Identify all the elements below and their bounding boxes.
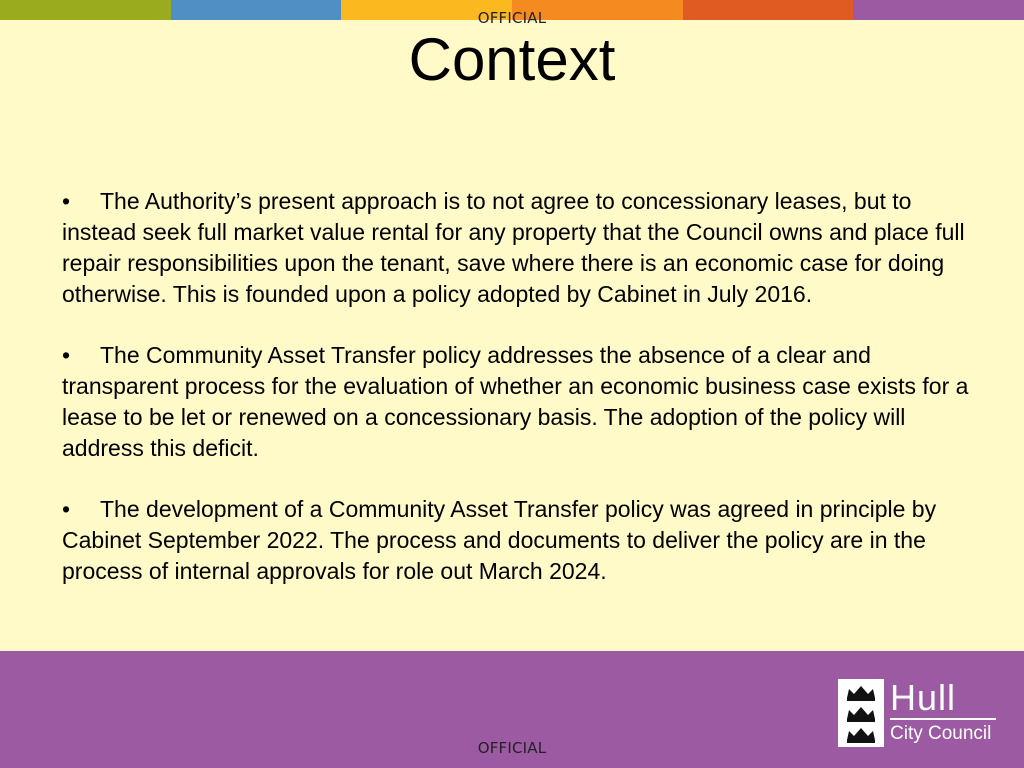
bullet-marker: • xyxy=(62,342,71,368)
official-marking-top: OFFICIAL xyxy=(477,9,547,27)
bullet-list xyxy=(62,186,972,617)
logo-divider xyxy=(890,718,996,720)
bullet-item xyxy=(62,186,972,310)
bullet-text: The Authority’s present approach is to not agree to concessionary leases, but to instead seek full market value rental for any property that the Council owns and place full repair responsibilities upon the tenant, save where there is an economic case for doing otherwise. This is founded upon a policy adopted by Cabinet in July 2016. xyxy=(62,188,965,307)
bullet-marker: • xyxy=(62,188,71,214)
bullet-marker: • xyxy=(62,496,71,522)
three-crowns-crest-icon xyxy=(838,679,884,747)
official-marking-bottom: OFFICIAL xyxy=(477,739,547,757)
slide-title: Context xyxy=(408,26,616,93)
bullet-text: The development of a Community Asset Transfer policy was agreed in principle by Cabinet September 2022. The process and documents to deliver the policy are in the process of internal approvals for role out March 2024. xyxy=(62,496,937,584)
logo-city-council-text: City Council xyxy=(890,723,992,744)
bullet-item xyxy=(62,340,972,464)
bullet-text: The Community Asset Transfer policy addresses the absence of a clear and transparent process for the evaluation of whether an economic business case exists for a lease to be let or renewed on a concessionary basis. The adoption of the policy will address this deficit. xyxy=(62,342,969,461)
crown-crest-svg xyxy=(839,680,883,746)
hull-city-council-logo xyxy=(838,679,996,747)
logo-wordmark xyxy=(890,679,996,747)
logo-hull-text: Hull xyxy=(890,677,957,718)
bullet-item xyxy=(62,494,972,587)
